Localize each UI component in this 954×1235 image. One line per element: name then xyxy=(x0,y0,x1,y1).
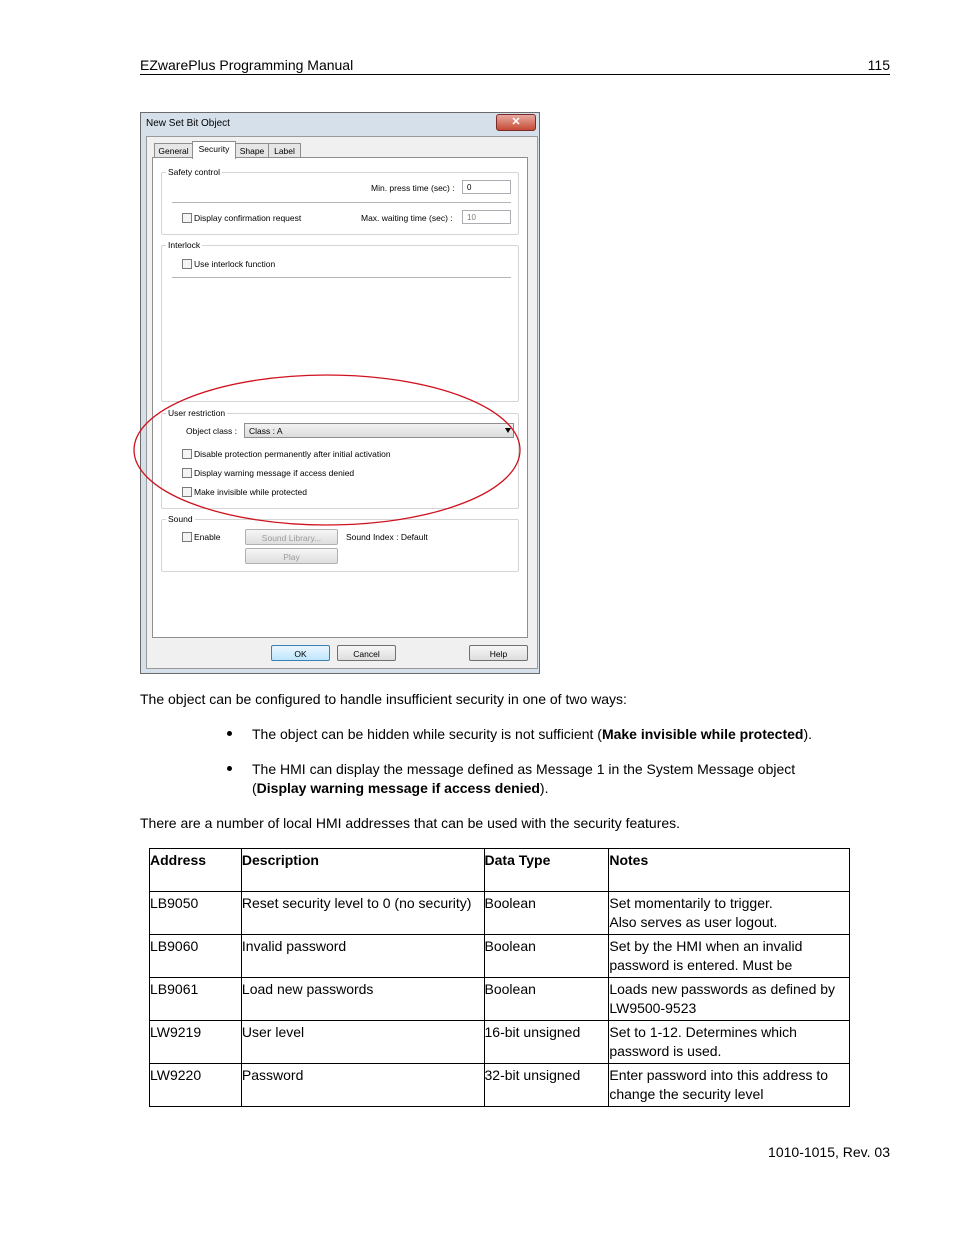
cell-notes xyxy=(609,1021,850,1064)
tab-general[interactable]: General xyxy=(154,143,193,158)
notes-line: Set momentarily to trigger. xyxy=(609,895,773,911)
object-class-label: Object class : xyxy=(186,426,238,436)
bullet2-open: ( xyxy=(252,780,257,796)
tab-label[interactable]: Label xyxy=(268,143,301,158)
table-row xyxy=(150,978,850,1021)
header-notes: Notes xyxy=(609,849,850,892)
table-row xyxy=(150,1021,850,1064)
notes-line: Enter password into this address to xyxy=(609,1067,829,1083)
object-class-value: Class : A xyxy=(249,426,283,436)
intro-paragraph: The object can be configured to handle insufficient security in one of two ways: xyxy=(140,691,627,707)
notes-line: Set by the HMI when an invalid xyxy=(609,938,803,954)
bullet2-bold: Display warning message if access denied xyxy=(256,780,540,796)
bullet1-bold: Make invisible while protected xyxy=(601,726,804,742)
page-number: 115 xyxy=(867,57,890,73)
cell-notes xyxy=(609,978,850,1021)
notes-line: Set to 1-12. Determines which xyxy=(609,1024,797,1040)
tab-security[interactable]: Security xyxy=(192,141,236,159)
table-row xyxy=(150,892,850,935)
make-invisible-label: Make invisible while protected xyxy=(194,487,307,497)
manual-title: EZwarePlus Programming Manual xyxy=(140,57,354,73)
interlock-legend: Interlock xyxy=(168,240,201,250)
cell-notes xyxy=(609,935,850,978)
bullet-icon xyxy=(227,731,232,736)
table-header-row xyxy=(150,849,850,892)
warning-message-label: Display warning message if access denied xyxy=(194,468,355,478)
help-button[interactable]: Help xyxy=(469,645,528,661)
sound-legend: Sound xyxy=(168,514,193,524)
cell-description: Reset security level to 0 (no security) xyxy=(241,892,484,935)
security-address-table xyxy=(149,848,850,1107)
notes-line: password is used. xyxy=(609,1043,722,1059)
sound-enable-label: Enable xyxy=(194,532,221,542)
min-press-input[interactable]: 0 xyxy=(462,180,511,194)
cell-address: LB9061 xyxy=(150,978,242,1021)
bullet1-end: ). xyxy=(803,726,813,742)
sound-library-button[interactable]: Sound Library... xyxy=(245,529,338,545)
notes-line: LW9500-9523 xyxy=(609,1000,697,1016)
cell-data-type: Boolean xyxy=(484,978,609,1021)
cell-data-type: 32-bit unsigned xyxy=(484,1064,609,1107)
cell-address: LW9220 xyxy=(150,1064,242,1107)
sound-index-label: Sound Index : Default xyxy=(346,532,428,542)
min-press-label: Min. press time (sec) : xyxy=(371,183,455,193)
cell-description: User level xyxy=(241,1021,484,1064)
notes-line: Loads new passwords as defined by xyxy=(609,981,836,997)
max-wait-label: Max. waiting time (sec) : xyxy=(361,213,453,223)
cell-address: LB9050 xyxy=(150,892,242,935)
close-icon[interactable]: ✕ xyxy=(496,114,536,131)
cancel-button[interactable]: Cancel xyxy=(337,645,396,661)
cell-address: LB9060 xyxy=(150,935,242,978)
bullet-item-2-line1: The HMI can display the message defined as Message 1 in the System Message object xyxy=(252,761,796,777)
cell-notes xyxy=(609,1064,850,1107)
bullet-item-1 xyxy=(252,725,812,744)
cell-description: Password xyxy=(241,1064,484,1107)
cell-notes xyxy=(609,892,850,935)
header-address: Address xyxy=(150,849,242,892)
document-number: 1010-1015, Rev. 03 xyxy=(768,1144,890,1160)
cell-description: Invalid password xyxy=(241,935,484,978)
bullet1-text: The object can be hidden while security is not sufficient ( xyxy=(252,726,602,742)
safety-control-legend: Safety control xyxy=(168,167,220,177)
play-button[interactable]: Play xyxy=(245,548,338,564)
cell-address: LW9219 xyxy=(150,1021,242,1064)
cell-data-type: Boolean xyxy=(484,935,609,978)
cell-data-type: Boolean xyxy=(484,892,609,935)
notes-line: password is entered. Must be xyxy=(609,957,793,973)
user-restriction-legend: User restriction xyxy=(168,408,226,418)
cell-description: Load new passwords xyxy=(241,978,484,1021)
disable-protection-label: Disable protection permanently after initial activation xyxy=(194,449,391,459)
table-row xyxy=(150,935,850,978)
cell-data-type: 16-bit unsigned xyxy=(484,1021,609,1064)
header-data-type: Data Type xyxy=(484,849,609,892)
confirmation-label: Display confirmation request xyxy=(194,213,302,223)
dialog-title: New Set Bit Object xyxy=(146,118,230,129)
table-row xyxy=(150,1064,850,1107)
bullet-item-2-line2 xyxy=(252,779,548,798)
notes-line: Also serves as user logout. xyxy=(609,914,778,930)
max-wait-input[interactable]: 10 xyxy=(462,210,511,224)
bullet2-end: ). xyxy=(539,780,549,796)
header-description: Description xyxy=(241,849,484,892)
bullet-icon xyxy=(227,766,232,771)
notes-line: change the security level xyxy=(609,1086,764,1102)
ok-button[interactable]: OK xyxy=(271,645,330,661)
table-intro-paragraph: There are a number of local HMI addresses that can be used with the security features. xyxy=(140,815,681,831)
tab-shape[interactable]: Shape xyxy=(235,143,269,158)
interlock-label: Use interlock function xyxy=(194,259,276,269)
